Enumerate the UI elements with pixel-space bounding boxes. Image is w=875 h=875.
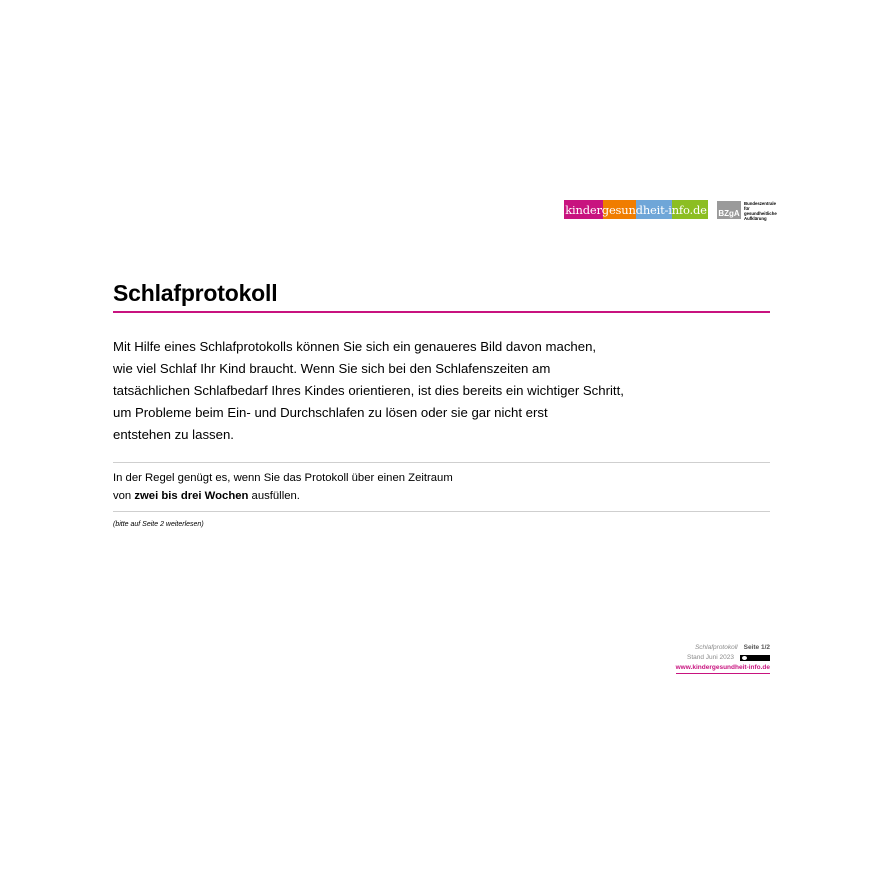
bzga-wordmark — [744, 201, 784, 221]
footer-row-title — [676, 643, 770, 653]
logo-text: kindergesundheit-info.de — [565, 202, 707, 217]
intro-line: entstehen zu lassen. — [113, 427, 234, 442]
title-divider — [113, 311, 770, 313]
bzga-line: Aufklärung — [744, 216, 767, 221]
intro-paragraph — [113, 336, 633, 446]
intro-line: tatsächlichen Schlafbedarf Ihres Kindes orientieren, ist dies bereits ein wichtiger Schritt, — [113, 383, 624, 398]
bzga-logo — [717, 201, 784, 221]
note-box — [113, 469, 453, 505]
note-line-1: In der Regel genügt es, wenn Sie das Protokoll über einen Zeitraum — [113, 472, 453, 484]
footer-url-link[interactable]: www.kindergesundheit-info.de — [676, 663, 770, 674]
note-line-2 — [113, 487, 453, 505]
footer-date: Stand Juni 2023 — [687, 654, 734, 661]
intro-line: wie viel Schlaf Ihr Kind braucht. Wenn Sie sich bei den Schlafenszeiten am — [113, 361, 551, 376]
footer-row-url — [676, 663, 770, 674]
bzga-line: gesundheitliche — [744, 211, 777, 216]
footer-page-number: Seite 1/2 — [743, 644, 770, 651]
note-divider-bottom — [113, 511, 770, 512]
page-footer — [676, 643, 770, 674]
footer-doc-title: Schlafprotokoll — [694, 644, 738, 651]
cc-license-icon — [740, 655, 770, 661]
note-divider-top — [113, 462, 770, 463]
page-title: Schlafprotokoll — [113, 280, 278, 306]
footer-row-date — [676, 653, 770, 663]
kindergesundheit-logo — [564, 200, 708, 219]
note-text: von — [113, 490, 135, 502]
note-emphasis: zwei bis drei Wochen — [134, 490, 249, 502]
bzga-line: für — [744, 206, 750, 211]
intro-line: um Probleme beim Ein- und Durchschlafen zu lösen oder sie gar nicht erst — [113, 405, 548, 420]
bzga-line: Bundeszentrale — [744, 201, 776, 206]
bzga-mark: BZgA — [717, 201, 741, 219]
continue-hint: (bitte auf Seite 2 weiterlesen) — [113, 521, 204, 528]
intro-line: Mit Hilfe eines Schlafprotokolls können Sie sich ein genaueres Bild davon machen, — [113, 339, 597, 354]
note-text: ausfüllen. — [248, 490, 300, 502]
